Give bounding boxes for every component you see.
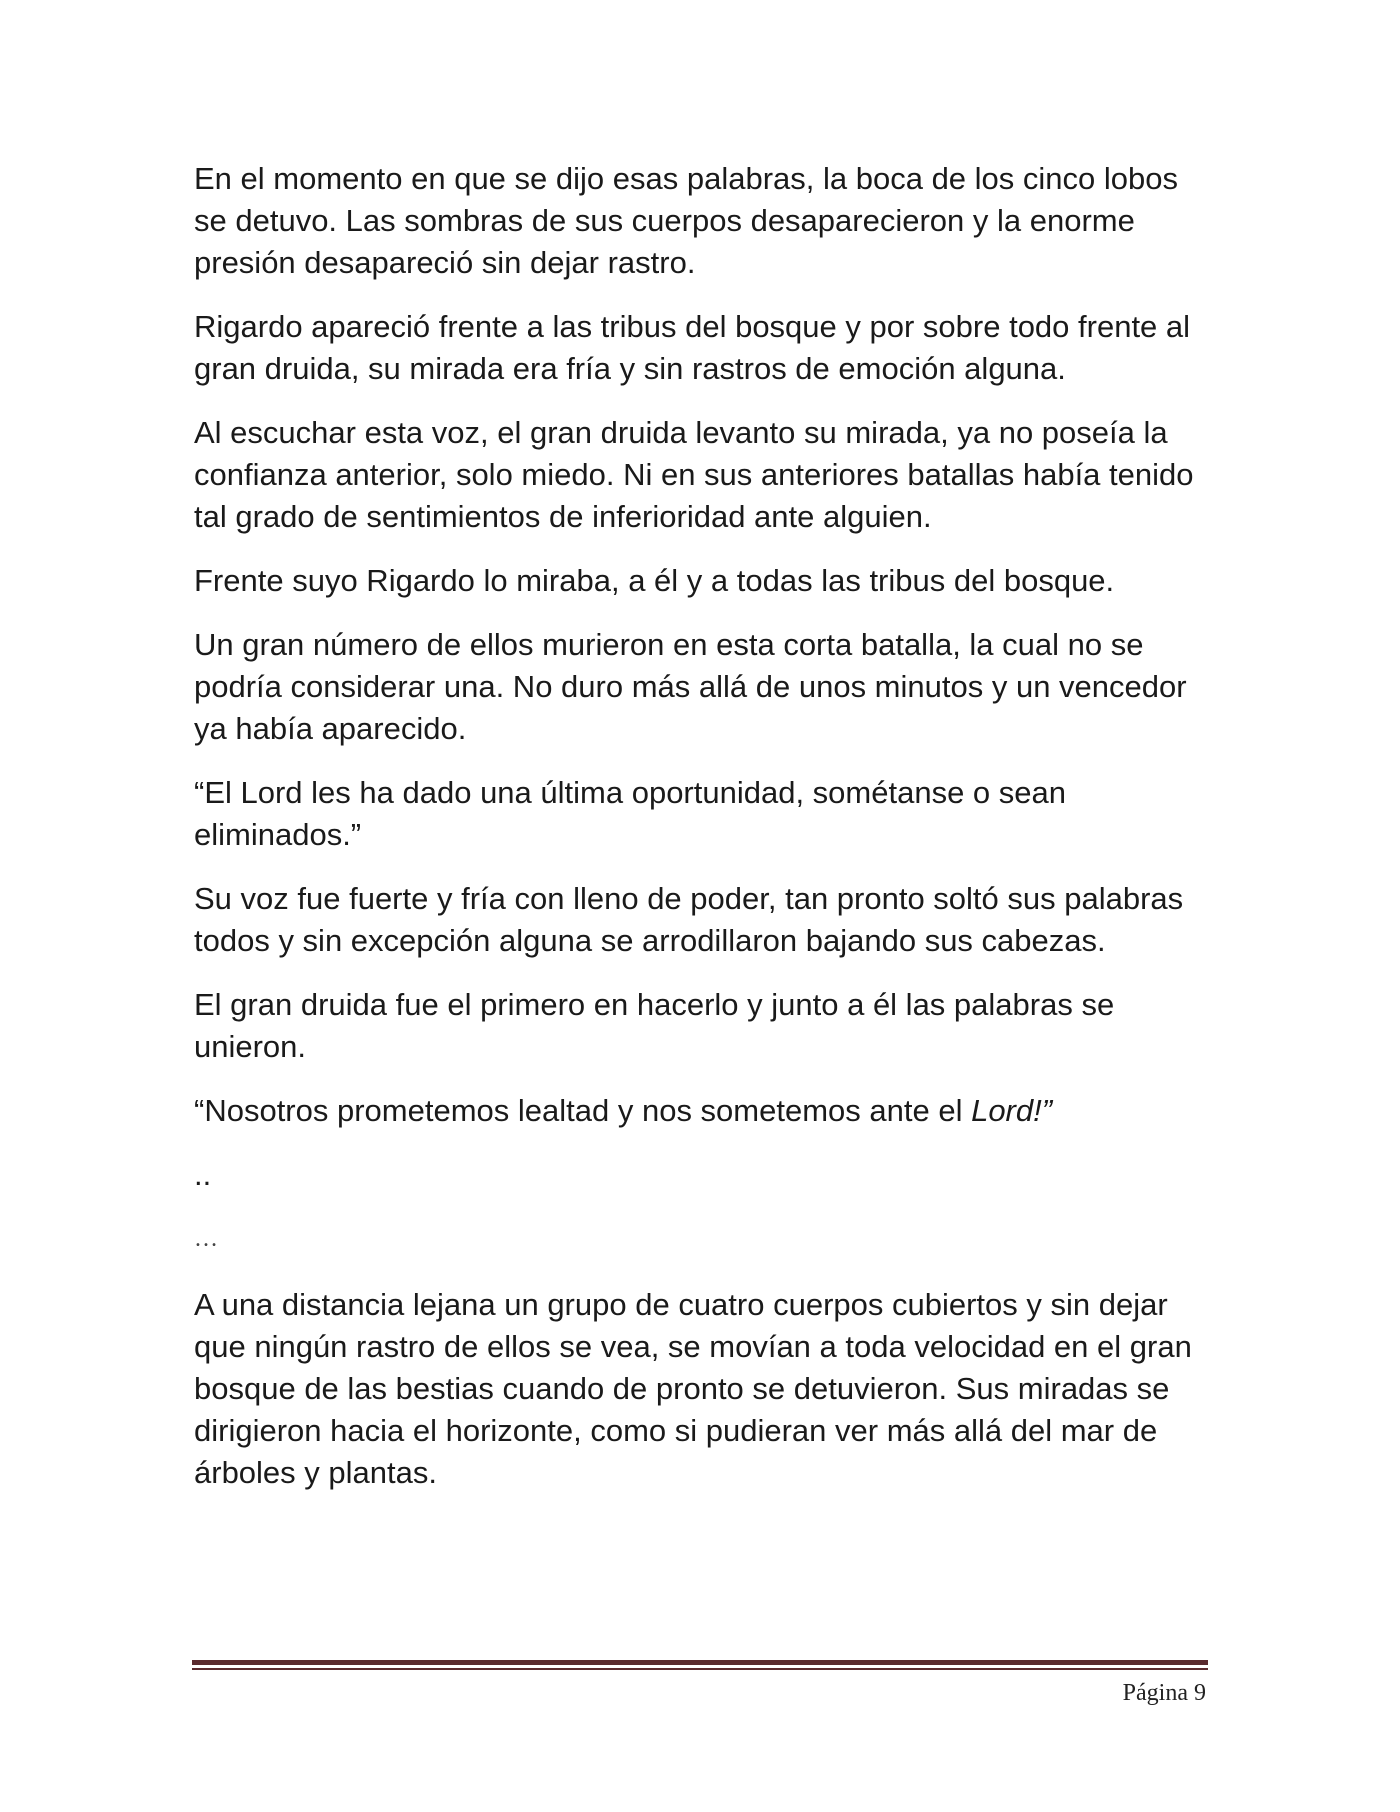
footer-rule-thin [192,1668,1208,1670]
paragraph-10: A una distancia lejana un grupo de cuatro cuerpos cubiertos y sin dejar que ningún rastro de ellos se vea, se movían a toda velocidad en el gran bosque de las bestias cuando de pronto se detuvieron. Sus miradas se dirigieron hacia el horizonte, como si pudieran ver más allá del mar de árboles y plantas. [194,1287,1192,1490]
paragraph-7: Su voz fue fuerte y fría con lleno de poder, tan pronto soltó sus palabras todos y sin excepción alguna se arrodillaron bajando sus cabezas. [194,881,1184,958]
paragraph-9 [194,1090,1214,1132]
paragraph-3: Al escuchar esta voz, el gran druida levanto su mirada, ya no poseía la confianza anterior, solo miedo. Ni en sus anteriores batallas había tenido tal grado de sentimientos de inferioridad ante alguien. [194,415,1194,534]
footer-rule-thick [192,1660,1208,1665]
paragraph-6: “El Lord les ha dado una última oportunidad, sométanse o sean eliminados.” [194,775,1067,852]
paragraph-2: Rigardo apareció frente a las tribus del bosque y por sobre todo frente al gran druida, su mirada era fría y sin rastros de emoción alguna. [194,309,1191,386]
separator-dots: .. [194,1157,212,1192]
footer-rule [192,1660,1208,1672]
paragraph-5: Un gran número de ellos murieron en esta corta batalla, la cual no se podría considerar una. No duro más allá de unos minutos y un vencedor ya había aparecido. [194,627,1187,746]
separator-ellipsis: … [194,1226,218,1252]
paragraph-9-italic: Lord!” [971,1093,1053,1128]
paragraph-4: Frente suyo Rigardo lo miraba, a él y a todas las tribus del bosque. [194,563,1115,598]
paragraph-9-text: “Nosotros prometemos lealtad y nos sometemos ante el [194,1093,972,1128]
paragraph-8: El gran druida fue el primero en hacerlo y junto a él las palabras se unieron. [194,987,1115,1064]
paragraph-1: En el momento en que se dijo esas palabras, la boca de los cinco lobos se detuvo. Las sombras de sus cuerpos desaparecieron y la enorme presión desapareció sin dejar rastro. [194,161,1178,280]
page-number: Página 9 [1122,1680,1206,1706]
page-body [194,158,1214,1516]
